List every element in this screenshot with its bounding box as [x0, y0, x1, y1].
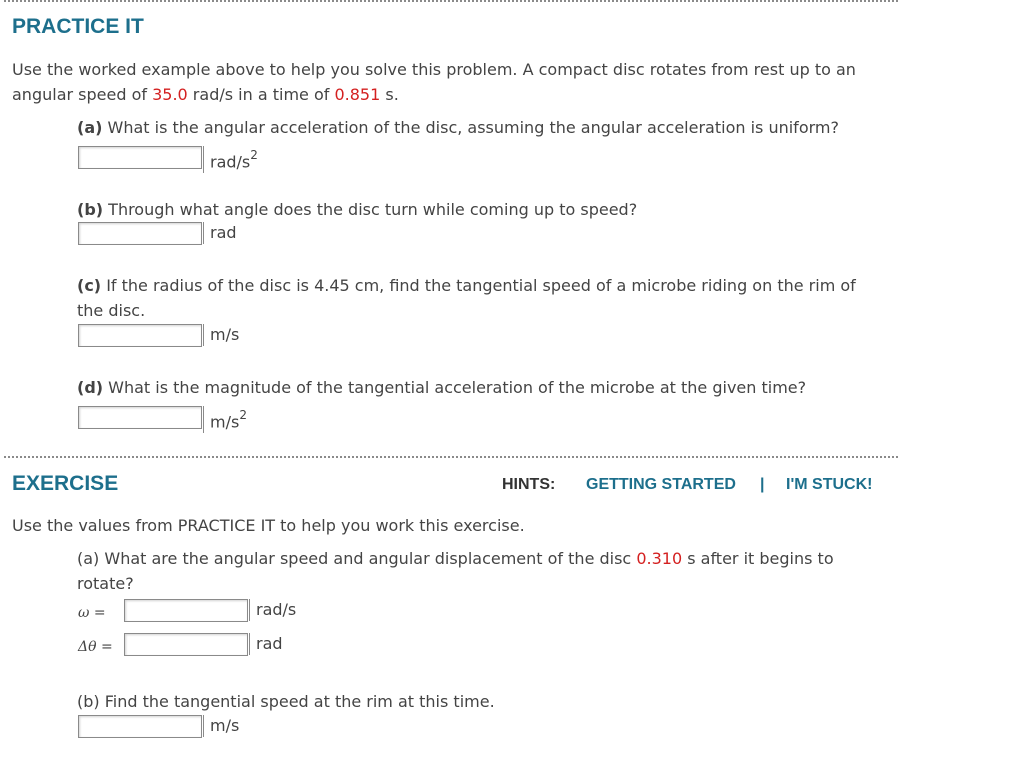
- question-c-label: (c): [77, 276, 102, 295]
- delta-theta-symbol: Δθ =: [78, 639, 113, 655]
- practice-heading: PRACTICE IT: [12, 15, 144, 38]
- intro-text: s.: [380, 85, 399, 104]
- answer-a-unit: [203, 146, 258, 173]
- exercise-question-b: (b) Find the tangential speed at the rim at this time.: [77, 692, 495, 711]
- hints-label: HINTS:: [502, 476, 556, 493]
- intro-text: angular speed of: [12, 85, 153, 104]
- question-text: s after it begins to: [682, 549, 834, 568]
- question-d-label: (d): [77, 378, 104, 397]
- unit-base: m/s: [210, 412, 240, 432]
- intro-text: rad/s in a time of: [187, 85, 335, 104]
- omega-symbol: ω =: [78, 605, 106, 621]
- answer-b-unit: rad: [203, 222, 237, 244]
- question-c-text: If the radius of the disc is 4.45 cm, find the tangential speed of a microbe riding on the rim of: [101, 276, 856, 295]
- omega-unit: rad/s: [249, 599, 296, 621]
- answer-b-input[interactable]: [78, 222, 202, 245]
- question-a-text: What is the angular acceleration of the disc, assuming the angular acceleration is uniform?: [102, 118, 839, 137]
- question-a: [77, 116, 839, 140]
- question-d-text: What is the magnitude of the tangential acceleration of the microbe at the given time?: [103, 378, 807, 397]
- exercise-b-input[interactable]: [78, 715, 202, 738]
- given-speed-value: 35.0: [152, 85, 188, 104]
- question-text: (a) What are the angular speed and angular displacement of the disc: [77, 549, 637, 568]
- answer-a-input[interactable]: [78, 146, 202, 169]
- answer-d-input[interactable]: [78, 406, 202, 429]
- practice-intro-line2: [12, 83, 399, 107]
- answer-c-input[interactable]: [78, 324, 202, 347]
- hint-getting-started-link[interactable]: GETTING STARTED: [586, 476, 736, 493]
- section-divider: [4, 456, 898, 458]
- answer-d-unit: [203, 406, 247, 433]
- delta-theta-unit: rad: [249, 633, 283, 655]
- hint-stuck-link[interactable]: I'M STUCK!: [786, 476, 873, 493]
- unit-exponent: 2: [239, 408, 247, 422]
- question-a-label: (a): [77, 118, 103, 137]
- question-c-line2: the disc.: [77, 301, 146, 320]
- top-divider: [4, 0, 898, 2]
- given-time-value: 0.310: [636, 549, 683, 568]
- question-b-label: (b): [77, 200, 104, 219]
- answer-c-unit: m/s: [203, 324, 239, 346]
- hint-separator: |: [760, 476, 765, 493]
- question-b: [77, 198, 637, 222]
- exercise-question-a-line1: [77, 547, 834, 571]
- exercise-heading: EXERCISE: [12, 472, 119, 495]
- delta-theta-input[interactable]: [124, 633, 248, 656]
- unit-base: rad/s: [210, 152, 251, 172]
- exercise-intro: Use the values from PRACTICE IT to help you work this exercise.: [12, 516, 525, 535]
- given-time-value: 0.851: [334, 85, 381, 104]
- exercise-b-unit: m/s: [203, 715, 239, 737]
- unit-exponent: 2: [250, 148, 258, 162]
- exercise-question-a-line2: rotate?: [77, 574, 134, 593]
- practice-intro-line1: Use the worked example above to help you solve this problem. A compact disc rotates from rest up to an: [12, 60, 856, 79]
- omega-input[interactable]: [124, 599, 248, 622]
- question-d: [77, 376, 806, 400]
- question-c-line1: [77, 274, 856, 298]
- question-b-text: Through what angle does the disc turn while coming up to speed?: [103, 200, 638, 219]
